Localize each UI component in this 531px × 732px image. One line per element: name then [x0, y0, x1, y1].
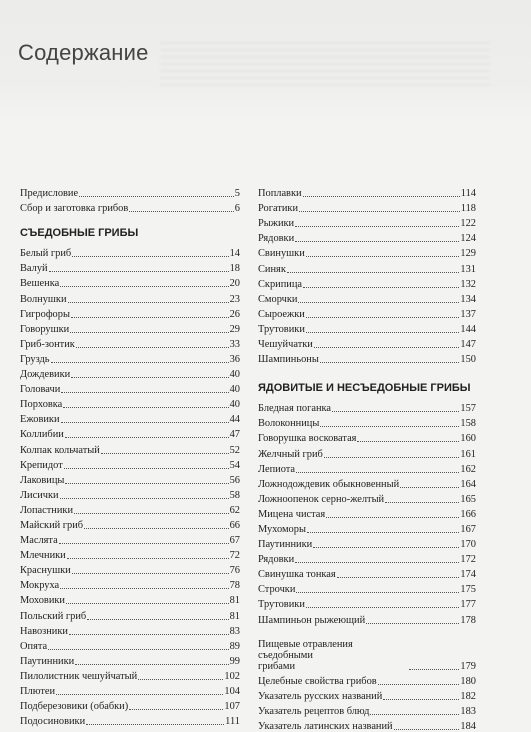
toc-entry-name: Крепидот	[20, 459, 63, 471]
toc-entry-name: Указатель рецептов блюд	[258, 705, 370, 717]
toc-leader-dots	[69, 634, 229, 635]
toc-entry[interactable]	[258, 350, 476, 365]
toc-entry-page: 158	[460, 418, 476, 430]
toc-leader-dots	[86, 724, 224, 725]
toc-intro-list	[20, 184, 240, 214]
toc-entry[interactable]	[20, 637, 240, 652]
toc-leader-dots	[72, 256, 228, 257]
toc-entry-page: 72	[229, 550, 240, 562]
toc-entry-name: Порховка	[20, 399, 63, 411]
toc-entry-page: 23	[229, 293, 240, 305]
toc-entry[interactable]	[20, 289, 240, 304]
toc-entry[interactable]	[258, 580, 476, 595]
toc-entry[interactable]	[258, 460, 476, 475]
toc-entry-page: 144	[460, 323, 476, 335]
toc-entry-page: 132	[460, 278, 476, 290]
toc-entry[interactable]	[258, 305, 476, 320]
toc-entry-name: Млечники	[20, 550, 66, 562]
toc-entry-page: 18	[229, 263, 240, 275]
toc-entry-page: 40	[229, 399, 240, 411]
toc-leader-dots	[138, 679, 223, 680]
toc-entry[interactable]	[20, 561, 240, 576]
toc-entry-page: 118	[460, 203, 476, 215]
toc-entry-page: 81	[229, 595, 240, 607]
toc-entry-page: 131	[460, 263, 476, 275]
toc-entry[interactable]	[20, 486, 240, 501]
toc-entry-name: Мухоморы	[258, 523, 306, 535]
toc-entry-name: Маслята	[20, 535, 58, 547]
toc-leader-dots	[299, 211, 460, 212]
toc-entry[interactable]	[258, 275, 476, 290]
toc-leader-dots	[48, 649, 228, 650]
toc-leader-dots	[337, 577, 460, 578]
toc-entry-name: Польский гриб	[20, 610, 87, 622]
toc-entry-name: Говорушка восковатая	[258, 433, 357, 445]
toc-entry[interactable]	[258, 687, 476, 702]
toc-entry[interactable]	[20, 274, 240, 289]
toc-entry-page: 129	[460, 248, 476, 260]
toc-entry-name: Подберезовики (обабки)	[20, 701, 129, 713]
toc-entry[interactable]	[20, 395, 240, 410]
toc-leader-dots	[65, 437, 229, 438]
toc-entry-name: Желчный гриб	[258, 448, 323, 460]
toc-entry[interactable]	[258, 702, 476, 717]
toc-entry-name: Плютеи	[20, 686, 56, 697]
toc-entry-name: Синяк	[258, 263, 286, 275]
toc-entry-name: Указатель русских названий	[258, 690, 383, 702]
toc-entry[interactable]	[20, 652, 240, 667]
toc-entry-name: Говорушки	[20, 323, 70, 335]
toc-leader-dots	[68, 302, 229, 303]
toc-entry[interactable]	[258, 184, 476, 199]
toc-leader-dots	[129, 211, 234, 212]
toc-entry[interactable]	[258, 244, 476, 259]
toc-entry[interactable]	[258, 520, 476, 535]
toc-entry[interactable]	[258, 610, 476, 625]
toc-entry-page: 147	[460, 339, 476, 351]
toc-entry-name: Ложноопенок серно-желтый	[258, 493, 385, 505]
toc-entry-name: Краснушки	[20, 565, 71, 577]
toc-entry-name: Мицена чистая	[258, 508, 326, 520]
toc-entry-page: 124	[460, 233, 476, 245]
toc-entry[interactable]	[258, 490, 476, 505]
toc-entry-page: 137	[460, 308, 476, 320]
toc-entry[interactable]	[258, 444, 476, 459]
toc-entry-name: Коллибии	[20, 429, 64, 441]
toc-entry[interactable]	[258, 199, 476, 214]
toc-entry[interactable]	[258, 290, 476, 305]
toc-entry-name: Предисловие	[20, 188, 79, 200]
toc-entry-name: Лаковицы	[20, 474, 65, 486]
toc-entry-name: Опята	[20, 640, 48, 652]
toc-entry[interactable]	[258, 259, 476, 274]
toc-leader-dots	[295, 562, 459, 563]
toc-leader-dots	[61, 392, 228, 393]
toc-entry-page: 81	[229, 610, 240, 622]
toc-entry-page: 62	[229, 504, 240, 516]
toc-poisonous-list	[258, 399, 476, 625]
toc-entry[interactable]	[258, 535, 476, 550]
toc-entry-name: Вешенка	[20, 278, 60, 290]
toc-entry-name: Шампиньон рыжеющий	[258, 614, 366, 626]
toc-entry[interactable]	[20, 259, 240, 274]
toc-entry-name: Груздь	[20, 353, 50, 365]
toc-leader-dots	[313, 547, 459, 548]
toc-entry-name: Поплавки	[258, 188, 302, 200]
toc-entry-page: 167	[460, 523, 476, 535]
toc-entry[interactable]	[20, 425, 240, 440]
toc-leader-dots	[60, 286, 228, 287]
toc-leader-dots	[378, 684, 460, 685]
toc-leader-dots	[320, 426, 459, 427]
toc-entry[interactable]	[20, 320, 240, 335]
toc-leader-dots	[366, 623, 459, 624]
toc-leader-dots	[306, 256, 460, 257]
toc-entry-page: 150	[460, 354, 476, 366]
toc-entry-name: Сбор и заготовка грибов	[20, 203, 129, 215]
toc-leader-dots	[64, 468, 229, 469]
toc-entry-page: 76	[229, 565, 240, 577]
toc-entry-name: Лисички	[20, 489, 59, 501]
toc-entry-name: Чешуйчатки	[258, 339, 313, 351]
toc-entry[interactable]	[20, 410, 240, 425]
toc-entry-page: 5	[234, 188, 240, 200]
toc-entry[interactable]	[20, 667, 240, 682]
toc-leader-dots	[394, 729, 460, 730]
toc-entry-name: Пилолистник чешуйчатый	[20, 670, 138, 682]
toc-entry[interactable]	[20, 456, 240, 471]
toc-leader-dots	[56, 694, 223, 695]
toc-leader-dots	[332, 411, 459, 412]
toc-entry[interactable]	[20, 471, 240, 486]
toc-leader-dots	[60, 588, 228, 589]
toc-entry-name: Скрипица	[258, 278, 303, 290]
toc-entry-page: 58	[229, 489, 240, 501]
toc-entry[interactable]	[20, 199, 240, 214]
toc-leader-dots	[75, 664, 228, 665]
toc-entry-page: 36	[229, 353, 240, 365]
toc-entry[interactable]	[20, 335, 240, 350]
toc-entry-name: Указатель латинских названий	[258, 720, 393, 732]
toc-entry-page: 56	[229, 474, 240, 486]
toc-entry-page: 107	[224, 701, 240, 713]
toc-entry-page: 122	[460, 218, 476, 230]
toc-entry-name: Белый гриб	[20, 248, 72, 260]
toc-leader-dots	[66, 603, 229, 604]
toc-entry[interactable]	[258, 717, 476, 732]
toc-entry-name: Гриб-зонтик	[20, 338, 75, 350]
toc-entry[interactable]	[20, 501, 240, 516]
toc-leader-dots	[129, 709, 223, 710]
toc-entry-name: Паутинники	[20, 655, 75, 667]
toc-entry[interactable]	[258, 229, 476, 244]
toc-entry-name: Рыжики	[258, 218, 295, 230]
toc-leader-dots	[303, 287, 459, 288]
toc-entry-page: 177	[460, 599, 476, 611]
toc-leader-dots	[295, 226, 459, 227]
toc-entry-name: Свинушки	[258, 248, 305, 260]
toc-entry-page: 175	[460, 584, 476, 596]
toc-entry[interactable]	[20, 184, 240, 199]
toc-entry-name: Паутинники	[258, 539, 313, 551]
toc-leader-dots	[51, 362, 229, 363]
toc-entry[interactable]	[258, 595, 476, 610]
toc-leader-dots	[307, 532, 459, 533]
toc-leader-dots	[298, 302, 459, 303]
toc-leader-dots	[296, 472, 459, 473]
toc-entry-page: 114	[460, 188, 476, 200]
toc-entry-name: Бледная поганка	[258, 403, 332, 415]
toc-entry[interactable]	[20, 350, 240, 365]
toc-entry-name: Лепиота	[258, 463, 296, 475]
toc-entry-page: 182	[460, 690, 476, 702]
toc-leader-dots	[59, 543, 229, 544]
toc-entry-name: Строчки	[258, 584, 296, 596]
toc-entry[interactable]	[20, 697, 240, 712]
toc-entry[interactable]	[258, 414, 476, 429]
toc-entry-page: 47	[229, 429, 240, 441]
toc-leader-dots	[400, 487, 459, 488]
toc-entry-page: 14	[229, 248, 240, 260]
toc-entry-name: Волнушки	[20, 293, 67, 305]
toc-entry[interactable]	[20, 516, 240, 531]
toc-entry[interactable]	[258, 672, 476, 687]
toc-entry-page: 29	[229, 323, 240, 335]
toc-entry-page: 174	[460, 569, 476, 581]
toc-entry-page: 162	[460, 463, 476, 475]
toc-entry-page: 89	[229, 640, 240, 652]
toc-left-column	[20, 184, 240, 727]
toc-entry-name: Дождевики	[20, 369, 71, 381]
toc-leader-dots	[74, 513, 229, 514]
toc-entry[interactable]	[20, 546, 240, 561]
toc-leader-dots	[314, 347, 460, 348]
toc-entry[interactable]	[20, 622, 240, 637]
toc-entry-page: 184	[460, 720, 476, 732]
toc-entry-name: Колпак кольчатый	[20, 444, 100, 456]
toc-entry-name: Лопастники	[20, 504, 74, 516]
toc-leader-dots	[409, 669, 459, 670]
toc-entry[interactable]	[258, 320, 476, 335]
toc-entry[interactable]	[20, 440, 240, 455]
toc-entry-page: 52	[229, 444, 240, 456]
toc-entry[interactable]	[20, 591, 240, 606]
toc-leader-dots	[306, 607, 460, 608]
toc-entry[interactable]	[20, 244, 240, 259]
toc-entry[interactable]	[258, 550, 476, 565]
toc-entry-page: 165	[460, 493, 476, 505]
toc-entry[interactable]	[20, 365, 240, 380]
toc-leader-dots	[306, 332, 460, 333]
toc-entry-page: 44	[229, 414, 240, 426]
toc-entry-page: 20	[229, 278, 240, 290]
toc-leader-dots	[61, 422, 229, 423]
toc-entry-page: 180	[460, 675, 476, 687]
toc-entry-page: 6	[234, 203, 240, 215]
toc-entry[interactable]	[258, 429, 476, 444]
toc-leader-dots	[65, 483, 228, 484]
toc-entry[interactable]	[20, 682, 240, 697]
toc-appendix-list	[258, 672, 476, 732]
toc-entry-name: Волоконницы	[258, 418, 320, 430]
toc-leader-dots	[87, 619, 228, 620]
toc-entry-page: 26	[229, 308, 240, 320]
toc-edible-continued-list	[258, 184, 476, 365]
toc-entry-name: Шампиньоны	[258, 354, 319, 366]
toc-entry-name: Рядовки	[258, 554, 295, 566]
toc-entry-name: Мокруха	[20, 580, 60, 592]
toc-leader-dots	[70, 332, 228, 333]
toc-entry-name: Подосиновики	[20, 716, 86, 728]
toc-entry-name: Гигрофоры	[20, 308, 70, 320]
section-heading-edible: СЪЕДОБНЫЕ ГРИБЫ	[20, 227, 139, 240]
toc-entry-name: Свинушка тонкая	[258, 569, 336, 581]
toc-entry[interactable]	[258, 214, 476, 229]
toc-entry-page: 40	[229, 384, 240, 396]
toc-leader-dots	[357, 441, 459, 442]
toc-leader-dots	[324, 457, 460, 458]
toc-entry-name: Навозники	[20, 625, 68, 637]
toc-leader-dots	[326, 517, 459, 518]
toc-entry-name: Ежовики	[20, 414, 60, 426]
toc-leader-dots	[306, 317, 460, 318]
toc-entry-page: 157	[460, 403, 476, 415]
toc-entry-name: Майский гриб	[20, 519, 84, 531]
toc-entry-name: Ложнодождевик обыкновенный	[258, 478, 400, 490]
toc-entry-page: 179	[460, 660, 476, 672]
toc-entry-page: 178	[460, 614, 476, 626]
toc-entry-page: 33	[229, 338, 240, 350]
toc-entry[interactable]	[20, 531, 240, 546]
section-heading-poisonous: ЯДОВИТЫЕ И НЕСЪЕДОБНЫЕ ГРИБЫ	[258, 382, 471, 395]
toc-leader-dots	[303, 196, 460, 197]
toc-leader-dots	[79, 196, 234, 197]
toc-entry-page: 134	[460, 293, 476, 305]
toc-entry-name: Валуй	[20, 263, 48, 275]
toc-entry-page: 67	[229, 535, 240, 547]
header-texture	[160, 42, 490, 88]
toc-entry-name: Трутовики	[258, 323, 305, 335]
toc-entry[interactable]	[258, 505, 476, 520]
toc-entry[interactable]	[20, 305, 240, 320]
toc-entry-page: 99	[229, 655, 240, 667]
toc-leader-dots	[385, 502, 459, 503]
toc-entry-page: 183	[460, 705, 476, 717]
toc-entry-name: Рядовки	[258, 233, 295, 245]
toc-entry-page: 160	[460, 433, 476, 445]
toc-leader-dots	[320, 362, 460, 363]
toc-entry[interactable]	[258, 335, 476, 350]
toc-entry[interactable]	[258, 565, 476, 580]
toc-entry-name: Сморчки	[258, 293, 298, 305]
toc-leader-dots	[287, 272, 460, 273]
toc-leader-dots	[60, 498, 229, 499]
toc-leader-dots	[370, 714, 459, 715]
toc-entry[interactable]	[258, 638, 476, 672]
toc-entry[interactable]	[20, 712, 240, 727]
toc-entry-page: 172	[460, 554, 476, 566]
toc-entry-name: Рогатики	[258, 203, 299, 215]
toc-entry-page: 78	[229, 580, 240, 592]
toc-entry-page: 66	[229, 519, 240, 531]
toc-entry-name: Трутовики	[258, 599, 305, 611]
toc-edible-list	[20, 244, 240, 727]
toc-entry-page: 83	[229, 625, 240, 637]
toc-leader-dots	[101, 453, 229, 454]
toc-leader-dots	[71, 317, 229, 318]
toc-entry-page: 170	[460, 539, 476, 551]
toc-entry-name: Пищевые отравления съедобными грибами	[258, 638, 353, 672]
toc-entry[interactable]	[258, 399, 476, 414]
toc-leader-dots	[63, 407, 228, 408]
toc-entry-page: 54	[229, 459, 240, 471]
toc-leader-dots	[76, 347, 229, 348]
toc-entry-page: 40	[229, 369, 240, 381]
toc-entry-name: Головачи	[20, 384, 61, 396]
toc-entry[interactable]	[20, 576, 240, 591]
page-title: Содержание	[18, 40, 149, 65]
toc-leader-dots	[72, 573, 229, 574]
toc-entry-page: 164	[460, 478, 476, 490]
toc-entry-page: 166	[460, 508, 476, 520]
toc-leader-dots	[49, 271, 229, 272]
toc-entry-page: 104	[224, 686, 240, 697]
toc-entry[interactable]	[20, 606, 240, 621]
toc-entry-page: 111	[225, 716, 240, 728]
toc-leader-dots	[84, 528, 229, 529]
toc-entry-name: Моховики	[20, 595, 65, 607]
toc-leader-dots	[295, 241, 459, 242]
toc-leader-dots	[67, 558, 229, 559]
toc-leader-dots	[71, 377, 228, 378]
toc-entry-name: Целебные свойства грибов	[258, 675, 377, 687]
toc-right-column	[258, 184, 476, 732]
toc-entry-page: 102	[224, 670, 240, 682]
toc-entry[interactable]	[20, 380, 240, 395]
toc-leader-dots	[296, 592, 459, 593]
toc-entry-page: 161	[460, 448, 476, 460]
toc-entry-name: Сыроежки	[258, 308, 305, 320]
toc-entry[interactable]	[258, 475, 476, 490]
